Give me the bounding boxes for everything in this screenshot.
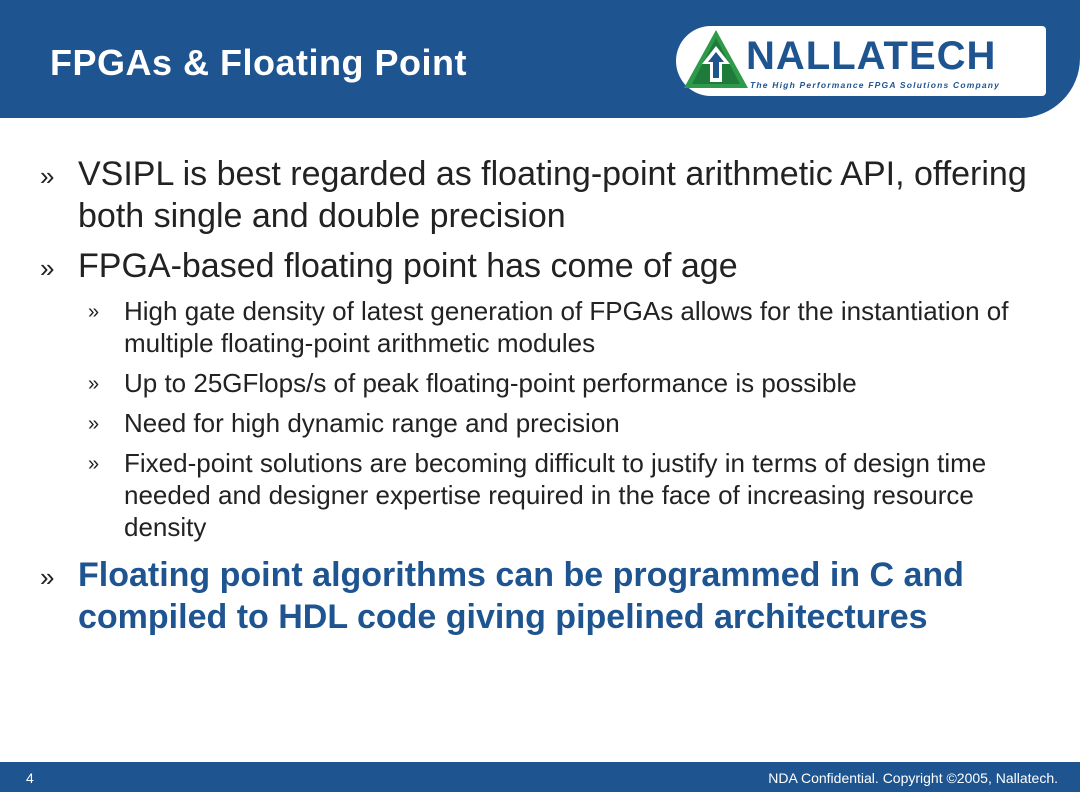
bullet-text: Need for high dynamic range and precision xyxy=(124,408,620,438)
bullet-vsipl xyxy=(40,153,1040,237)
nallatech-logo-icon xyxy=(682,28,750,92)
bullet-text: FPGA-based floating point has come of age xyxy=(78,247,738,285)
bullet-text: Up to 25GFlops/s of peak floating-point performance is possible xyxy=(124,368,857,398)
bullet-marker: » xyxy=(88,453,100,475)
slide-title: FPGAs & Floating Point xyxy=(50,42,467,83)
bullet-text: Floating point algorithms can be programmed in C and compiled to HDL code giving pipelined architectures xyxy=(78,556,964,636)
sub-bullet-fixed-point xyxy=(88,447,1028,543)
bullet-c-to-hdl xyxy=(40,554,1040,680)
logo-tagline: The High Performance FPGA Solutions Company xyxy=(750,80,1001,90)
bullet-marker: » xyxy=(40,562,55,592)
bullet-text: VSIPL is best regarded as floating-point arithmetic API, offering both single and double precision xyxy=(78,155,1027,235)
bullet-marker: » xyxy=(88,373,100,395)
copyright-notice: NDA Confidential. Copyright ©2005, Nallatech. xyxy=(768,770,1058,786)
logo-panel xyxy=(676,26,1046,96)
bullet-text: High gate density of latest generation of FPGAs allows for the instantiation of multiple floating-point arithmetic modules xyxy=(124,296,1009,358)
bullet-fpga-floating xyxy=(40,245,1040,287)
bullet-marker: » xyxy=(40,161,55,191)
sub-bullet-gate-density xyxy=(88,295,1028,359)
footer-bar xyxy=(0,762,1080,792)
page-number: 4 xyxy=(26,770,34,786)
bullet-marker: » xyxy=(88,301,100,323)
bullet-marker: » xyxy=(88,413,100,435)
sub-bullet-gflops xyxy=(88,367,1028,399)
bullet-marker: » xyxy=(40,253,55,283)
header-bar xyxy=(0,0,1080,118)
sub-bullet-dynamic-range xyxy=(88,407,1028,439)
logo-wordmark: NALLATECH xyxy=(746,34,997,78)
bullet-text: Fixed-point solutions are becoming difficult to justify in terms of design time needed and designer expertise required in the face of increasing resource density xyxy=(124,448,987,542)
